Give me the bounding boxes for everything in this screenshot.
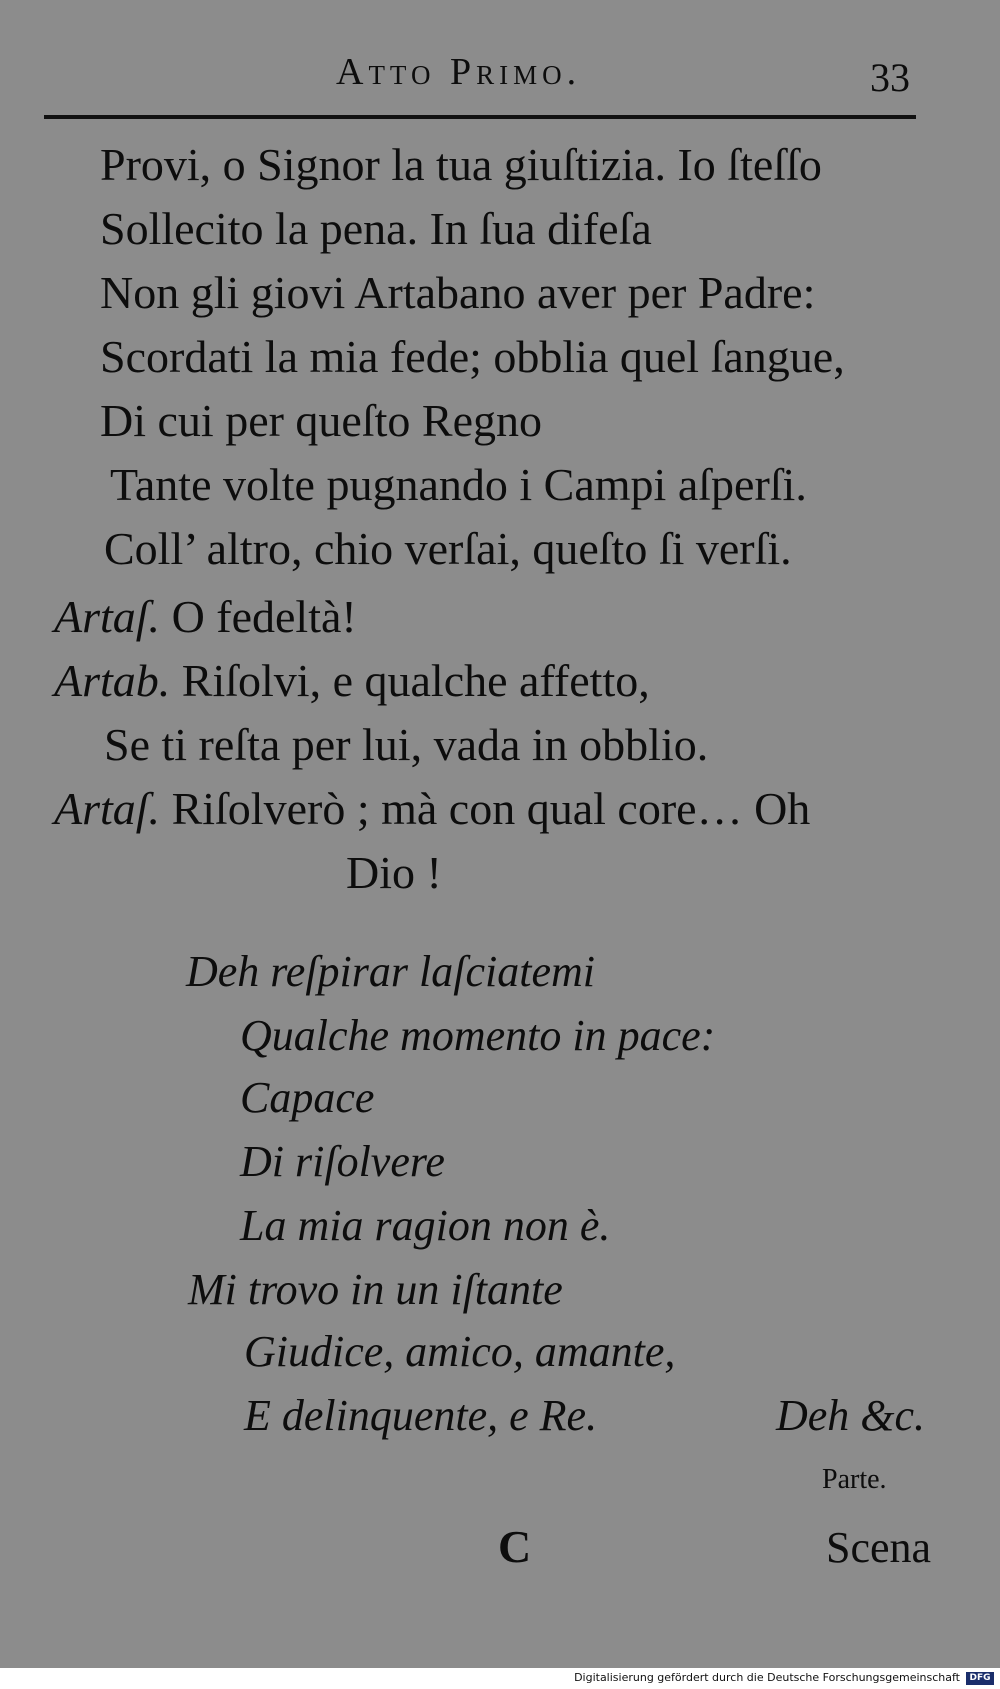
verse-line: Non gli giovi Artabano aver per Padre:	[100, 267, 816, 318]
speech-line: Artaſ. O fedeltà!	[54, 591, 357, 642]
aria-line: Mi trovo in un iſtante	[188, 1265, 563, 1314]
aria-line: Di riſolvere	[240, 1137, 445, 1186]
aria-line: Capace	[240, 1073, 375, 1122]
running-title: Atto Primo.	[336, 51, 582, 93]
verse-line: Coll’ altro, chio verſai, queſto ſi verſi.	[104, 523, 792, 574]
stage-direction: Parte.	[822, 1464, 887, 1495]
page-number: 33	[870, 55, 910, 100]
running-header	[0, 48, 1000, 98]
verse-line: Sollecito la pena. In ſua difeſa	[100, 203, 652, 254]
verse-line: Tante volte pugnando i Campi aſperſi.	[110, 459, 807, 510]
header-rule	[44, 115, 916, 119]
aria-line: Giudice, amico, amante,	[244, 1327, 676, 1376]
aria-refrain: Deh &c.	[776, 1391, 926, 1440]
footer-bar	[0, 1668, 1000, 1689]
verse-line: Di cui per queſto Regno	[100, 395, 543, 446]
aria-line: Qualche momento in pace:	[240, 1011, 716, 1060]
speaker-label: Artaſ.	[54, 591, 161, 642]
verse-line: Scordati la mia fede; obblia quel ſangue,	[100, 331, 845, 382]
aria-line: La mia ragion non è.	[240, 1201, 611, 1250]
aria-line: E delinquente, e Re.	[244, 1391, 598, 1440]
dfg-logo-icon: DFG	[966, 1672, 994, 1685]
signature-mark: C	[498, 1521, 532, 1572]
catchword: Scena	[826, 1523, 932, 1572]
speech-line: Artab. Riſolvi, e qualche affetto,	[54, 655, 650, 706]
aria-line: Deh reſpirar laſciatemi	[186, 947, 595, 996]
speaker-label: Artab.	[54, 655, 171, 706]
verse-line: Dio !	[346, 847, 442, 898]
speech-line: Artaſ. Riſolverò ; mà con qual core… Oh	[54, 783, 811, 834]
verse-line: Se ti reſta per lui, vada in obblio.	[104, 719, 709, 770]
speaker-label: Artaſ.	[54, 783, 161, 834]
funding-credit: Digitalisierung gefördert durch die Deutsche Forschungsgemeinschaft	[574, 1671, 960, 1684]
verse-line: Provi, o Signor la tua giuſtizia. Io ſteſſo	[100, 139, 822, 190]
